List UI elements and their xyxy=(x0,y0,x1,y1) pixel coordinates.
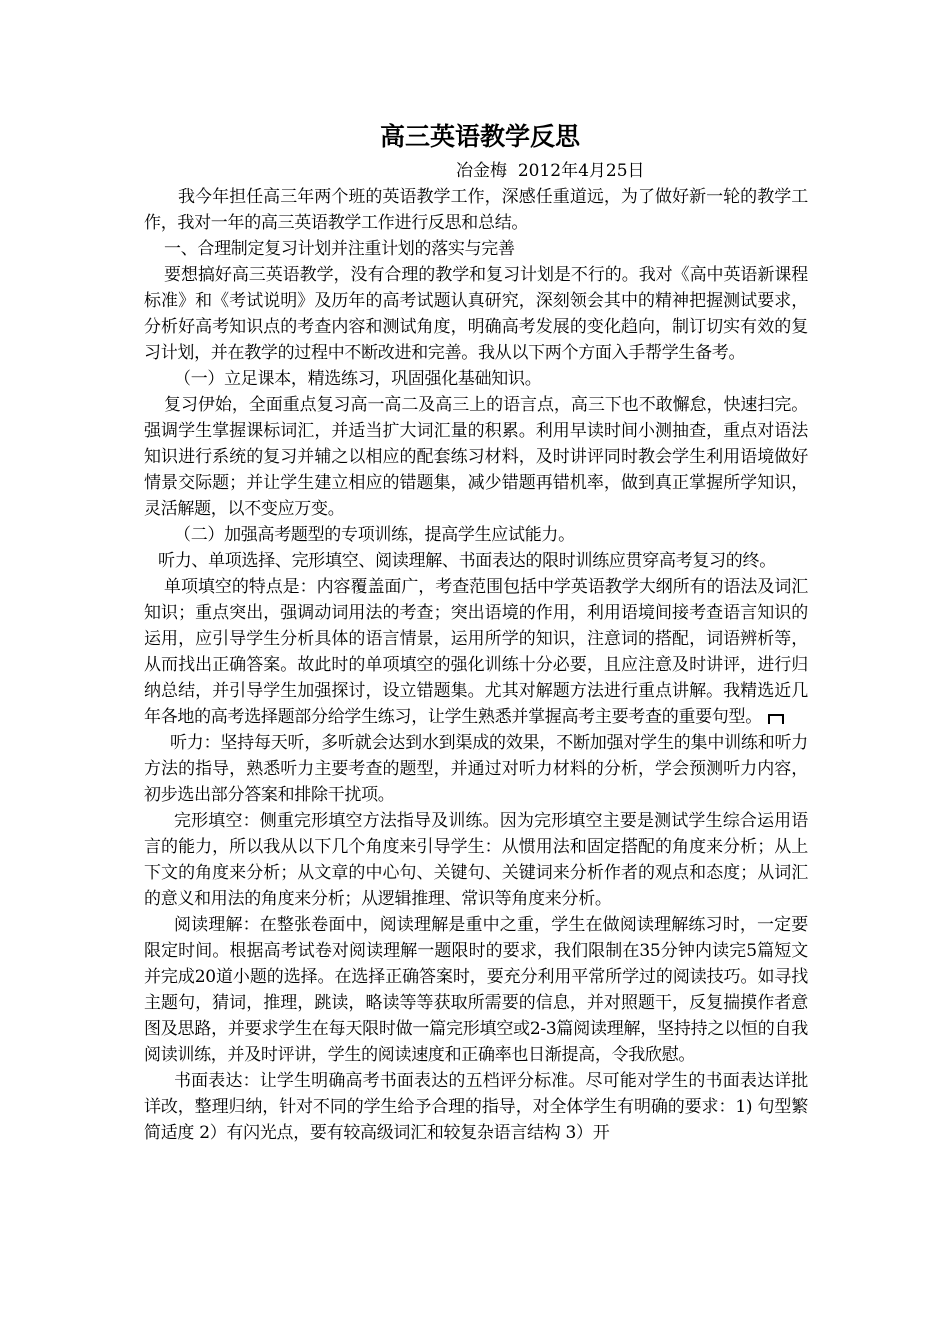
subsection-heading-2: （二）加强高考题型的专项训练，提高学生应试能力。 xyxy=(174,525,575,545)
body-paragraph: 要想搞好高三英语教学，没有合理的教学和复习计划是不行的。我对《高中英语新课程标准》和《考试说明》及历年的高考试题认真研究，深刻领会其中的精神把握测试要求，分析好高考知识点的考查内容和测试角度，明确高考发展的变化趋向，制订切实有效的复习计划，并在教学的过程中不断改进和完善。我从以下两个方面入手帮学生备考。 xyxy=(144,265,808,363)
body-paragraph-cloze: 完形填空：侧重完形填空方法指导及训练。因为完形填空主要是测试学生综合运用语言的能力，所以我从以下几个角度来引导学生：从惯用法和固定搭配的角度来分析；从上下文的角度来分析；从文章的中心句、关键句、关键词来分析作者的观点和态度；从词汇的意义和用法的角度来分析；从逻辑推理、常识等角度来分析。 xyxy=(144,811,808,909)
editing-mark xyxy=(768,714,784,724)
body-paragraph-writing: 书面表达：让学生明确高考书面表达的五档评分标准。尽可能对学生的书面表达详批详改，整理归纳，针对不同的学生给予合理的指导，对全体学生有明确的要求：1) 句型繁简适度 2）有闪光点，要有较高级词汇和较复杂语言结构 3）开 xyxy=(144,1071,808,1143)
body-paragraph-listening: 听力：坚持每天听，多听就会达到水到渠成的效果，不断加强对学生的集中训练和听力方法的指导，熟悉听力主要考查的题型，并通过对听力材料的分析，学会预测听力内容，初步选出部分答案和排除干扰项。 xyxy=(144,733,808,805)
document-title: 高三英语教学反思 xyxy=(379,122,580,151)
subsection-heading-1: （一）立足课本，精选练习，巩固强化基础知识。 xyxy=(174,369,542,389)
body-paragraph: 复习伊始，全面重点复习高一高二及高三上的语言点，高三下也不敢懈怠，快速扫完。强调学生掌握课标词汇，并适当扩大词汇量的积累。利用早读时间小测抽查，重点对语法知识进行系统的复习并辅之以相应的配套练习材料，及时讲评同时教会学生利用语境做好情景交际题；并让学生建立相应的错题集，减少错题再错机率，做到真正掌握所学知识，灵活解题，以不变应万变。 xyxy=(144,395,808,519)
document-date: 2012年4月25日 xyxy=(517,161,645,181)
intro-paragraph: 我今年担任高三年两个班的英语教学工作，深感任重道远，为了做好新一轮的教学工作，我对一年的高三英语教学工作进行反思和总结。 xyxy=(144,187,808,233)
body-paragraph-single-choice xyxy=(144,574,808,730)
byline xyxy=(144,158,808,184)
body-paragraph-reading: 阅读理解：在整张卷面中，阅读理解是重中之重，学生在做阅读理解练习时，一定要限定时间。根据高考试卷对阅读理解一题限时的要求，我们限制在35分钟内读完5篇短文并完成20道小题的选择。在选择正确答案时，要充分利用平常所学过的阅读技巧。如寻找主题句，猜词，推理，跳读，略读等等获取所需要的信息，并对照题干，反复揣摸作者意图及思路，并要求学生在每天限时做一篇完形填空或2-3篇阅读理解，坚持持之以恒的自我阅读训练，并及时评讲，学生的阅读速度和正确率也日渐提高，令我欣慰。 xyxy=(144,915,808,1065)
document-page xyxy=(144,118,808,1146)
body-paragraph: 听力、单项选择、完形填空、阅读理解、书面表达的限时训练应贯穿高考复习的终。 xyxy=(158,551,776,571)
section-heading-1: 一、合理制定复习计划并注重计划的落实与完善 xyxy=(164,239,515,259)
author-name: 冶金梅 xyxy=(456,161,507,181)
paragraph-text: 单项填空的特点是：内容覆盖面广，考查范围包括中学英语教学大纲所有的语法及词汇知识；重点突出，强调动词用法的考查；突出语境的作用，利用语境间接考查语言知识的运用，应引导学生分析具体的语言情景，运用所学的知识，注意词的搭配，词语辨析等，从而找出正确答案。故此时的单项填空的强化训练十分必要，且应注意及时讲评，进行归纳总结，并引导学生加强探讨，设立错题集。尤其对解题方法进行重点讲解。我精选近几年各地的高考选择题部分给学生练习，让学生熟悉并掌握高考主要考查的重要句型。 xyxy=(144,577,808,727)
